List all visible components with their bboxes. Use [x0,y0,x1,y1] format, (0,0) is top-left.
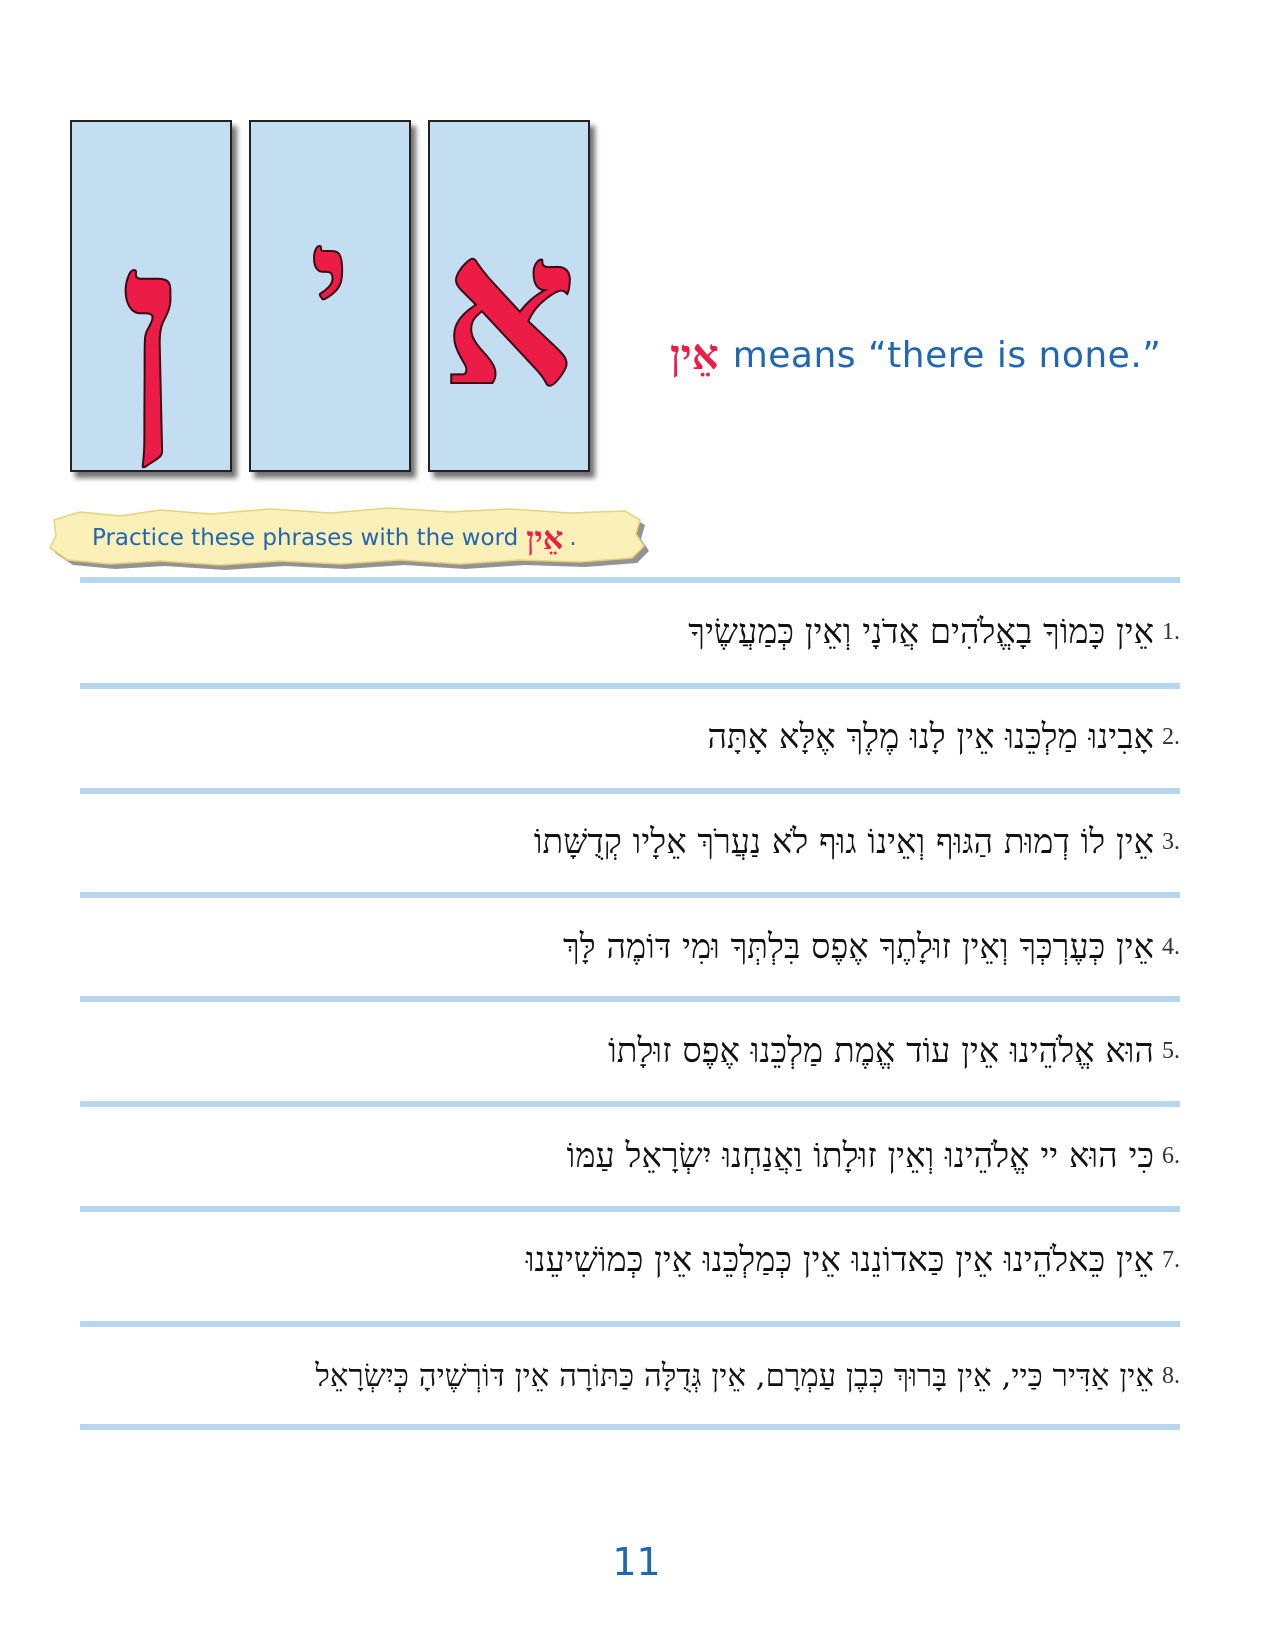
divider-line [80,1206,1180,1212]
phrase-number: 3. [1162,828,1180,855]
divider-line [80,683,1180,689]
phrase-text: אֵין לוֹ דְמוּת הַגּוּף וְאֵינוֹ גוּף לֹא נַעֲרֹךְ אֵלָיו קְדֻשָּׁתוֹ [533,822,1154,862]
phrase-number: 6. [1162,1142,1180,1169]
letter-tiles [70,120,590,480]
phrase-number: 1. [1162,618,1180,645]
phrase-row [80,1021,1180,1081]
page-number: 11 [612,1540,661,1584]
phrase-text: אֵין כֵּאלֹהֵינוּ אֵין כַּאדוֹנֵנוּ אֵין כְּמַלְכֵּנוּ אֵין כְּמוֹשִׁיעֵנוּ [525,1240,1154,1280]
phrase-row [80,812,1180,872]
divider-line [80,788,1180,794]
phrase-row [80,1230,1180,1290]
phrase-number: 2. [1162,723,1180,750]
phrase-text: כִּי הוּא יי אֱלֹהֵינוּ וְאֵין זוּלָתוֹ וַאֲנַחְנוּ יִשְׂרָאֵל עַמּוֹ [566,1136,1154,1176]
phrase-row [80,602,1180,662]
phrase-number: 5. [1162,1037,1180,1064]
letter-tile-final-nun [70,120,232,476]
phrase-row [80,707,1180,767]
phrase-number: 4. [1162,933,1180,960]
letter-yod: י [310,194,350,370]
banner-text [92,518,577,558]
divider-line [80,1321,1180,1327]
phrase-text: אֵין כְּעֶרְכְּךָ וְאֵין זוּלָתֶךָ אֶפֶס בִּלְתְּךָ וּמִי דּוֹמֶה לָּךְ [563,927,1154,967]
letter-final-nun: ן [119,182,183,476]
phrase-number: 7. [1162,1246,1180,1273]
phrase-row [80,917,1180,977]
banner-hebrew-word: אֵין [526,519,564,557]
phrase-number: 8. [1162,1362,1180,1389]
word-meaning [670,320,1230,390]
divider-line [80,1101,1180,1107]
phrase-text: אֵין אַדִּיר כַּיי, אֵין בָּרוּךְ כְּבֶן עַמְרָם, אֵין גְּדֻלָּה כַּתּוֹרָה אֵין דּוֹרְשֶׁיהָ כְּיִשְׂרָאֵל [315,1358,1154,1394]
phrase-row [80,1126,1180,1186]
phrase-row [80,1346,1180,1406]
banner-punct: . [569,525,577,551]
divider-line [80,892,1180,898]
phrase-text: הוּא אֱלֹהֵינוּ אֵין עוֹד אֱמֶת מַלְכֵּנוּ אֶפֶס זוּלָתוֹ [608,1031,1154,1071]
meaning-hebrew-word: אֵין [670,330,719,379]
letter-tile-alef [428,120,590,472]
banner-label: Practice these phrases with the word [92,525,519,551]
letter-alef: א [441,186,577,433]
divider-line [80,1424,1180,1430]
phrase-text: אֵין כָּמוֹךָ בָאֱלֹהִים אֲדֹנָי וְאֵין כְּמַעֲשֶׂיךָ [688,612,1154,652]
phrase-text: אָבִינוּ מַלְכֵּנוּ אֵין לָנוּ מֶלֶךְ אֶלָּא אָתָּה [707,717,1154,757]
meaning-text: means “there is none.” [732,334,1162,376]
divider-line [80,996,1180,1002]
practice-banner [40,500,660,572]
letter-tile-yod [249,120,411,472]
divider-line [80,577,1180,583]
